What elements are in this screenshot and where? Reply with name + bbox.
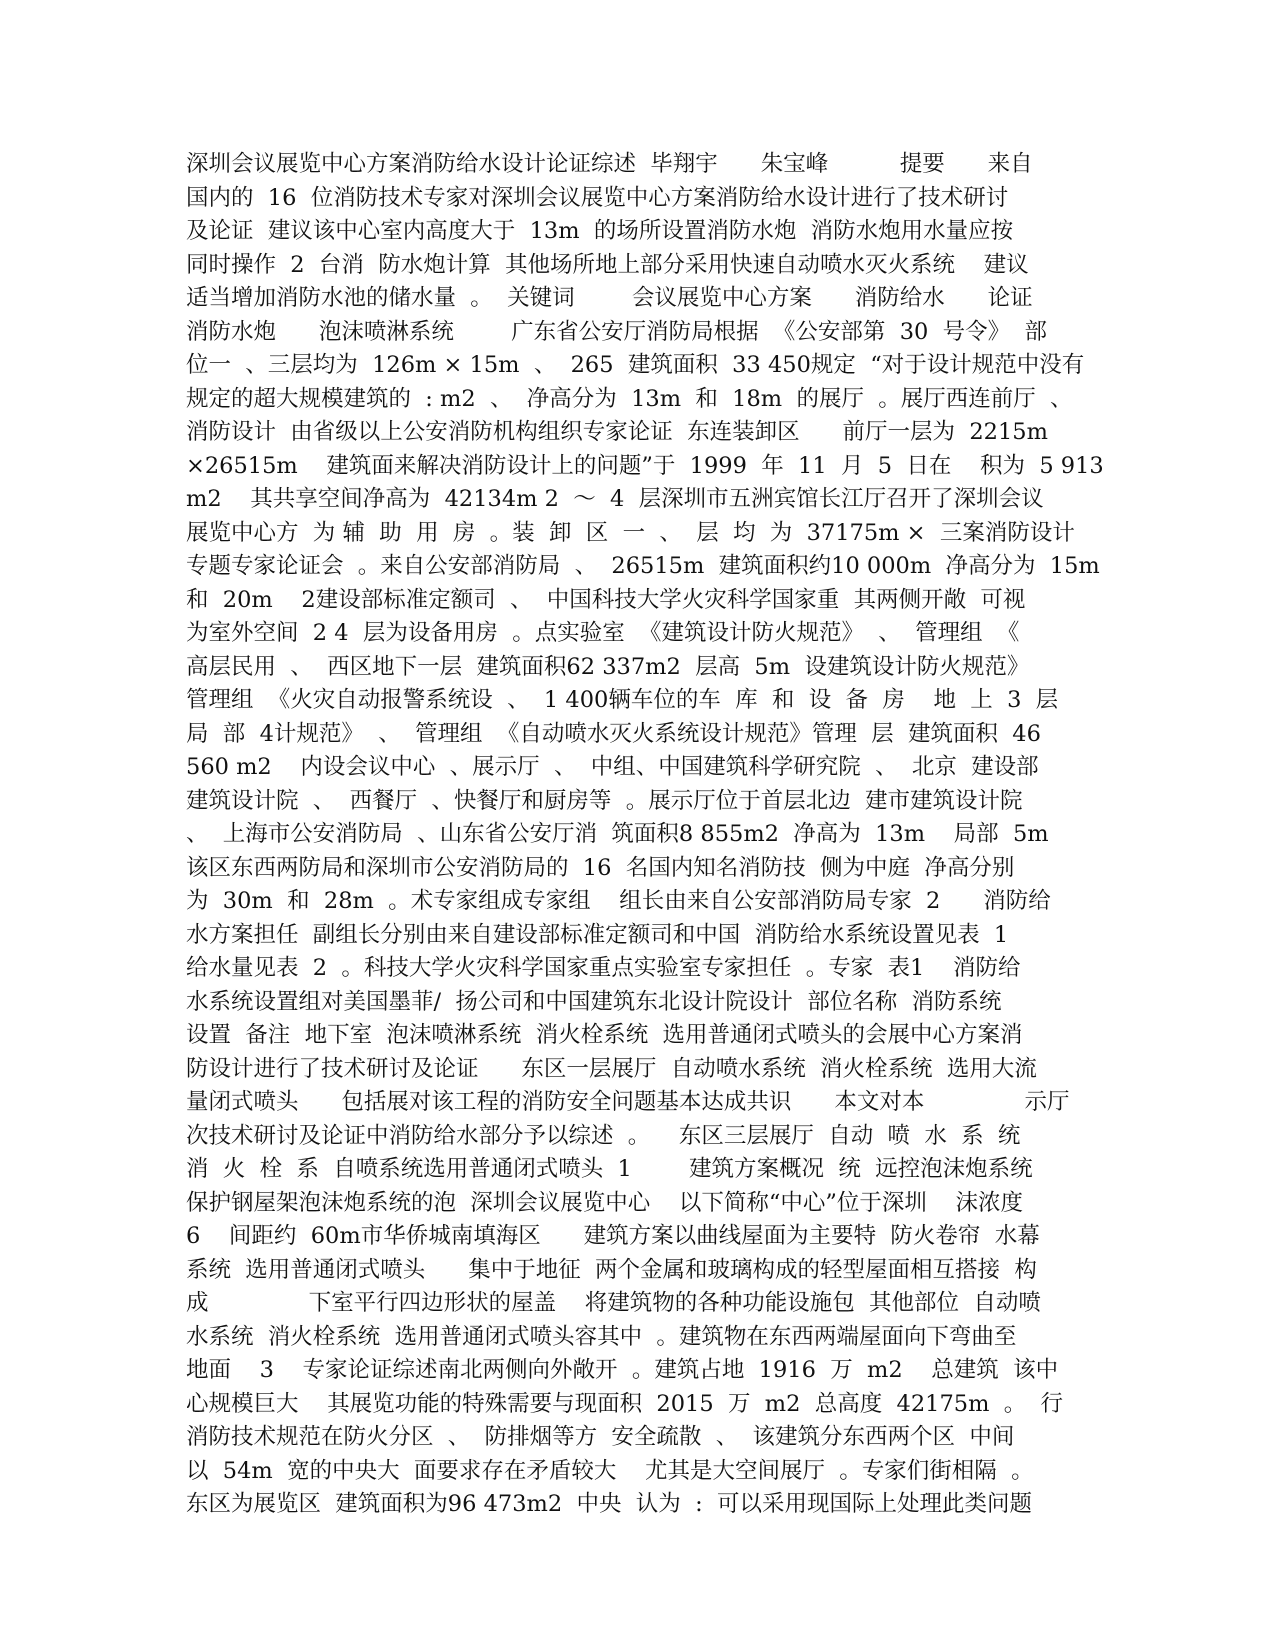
text-line: 同时操作 2 台消 防水炮计算 其他场所地上部分采用快速自动喷水灭火系统 建议 xyxy=(186,251,1029,278)
text-line: 建筑设计院 、 西餐厅 、快餐厅和厨房等 。展示厅位于首层北边 建市建筑设计院 xyxy=(186,787,1023,814)
text-line: 水系统 消火栓系统 选用普通闭式喷头容其中 。建筑物在东西两端屋面向下弯曲至 xyxy=(186,1323,1017,1350)
text-line: m2 其共享空间净高为 42134m 2 ～ 4 层深圳市五洲宾馆长江厅召开了深圳会议 xyxy=(186,486,1044,512)
text-line: 东区为展览区 建筑面积为96 473m2 中央 认为 : 可以采用现国际上处理此类问题 xyxy=(186,1491,1032,1517)
text-line: 保护钢屋架泡沫炮系统的泡 深圳会议展览中心 以下简称“中心”位于深圳 沫浓度 xyxy=(186,1189,1024,1216)
text-line: 为 30m 和 28m 。术专家组成专家组 组长由来自公安部消防局专家 2 消防给 xyxy=(186,888,1051,914)
text-line: 为室外空间 2 4 层为设备用房 。点实验室 《建筑设计防火规范》 、 管理组 《 xyxy=(186,620,1020,646)
text-line: 及论证 建议该中心室内高度大于 13m 的场所设置消防水炮 消防水炮用水量应按 xyxy=(186,218,1014,244)
text-line: 和 20m 2建设部标准定额司 、 中国科技大学火灾科学国家重 其两侧开敞 可视 xyxy=(186,586,1026,613)
text-line: 该区东西两防局和深圳市公安消防局的 16 名国内知名消防技 侧为中庭 净高分别 xyxy=(186,854,1015,881)
text-line: 专题专家论证会 。来自公安部消防局 、 26515m 建筑面积约10 000m 净高分为 15m xyxy=(186,553,1100,579)
text-line: 心规模巨大 其展览功能的特殊需要与现面积 2015 万 m2 总高度 42175m 。 行 xyxy=(186,1390,1064,1417)
text-line: 、 上海市公安消防局 、山东省公安厅消 筑面积8 855m2 净高为 13m 局部 5m xyxy=(186,821,1049,847)
text-line: 地面 3 专家论证综述南北两侧向外敞开 。建筑占地 1916 万 m2 总建筑 该中 xyxy=(186,1357,1059,1383)
body-text xyxy=(186,148,1106,1522)
text-line: ×26515m 建筑面来解决消防设计上的问题”于 1999 年 11 月 5 日在 积为 5 913 xyxy=(186,452,1104,479)
text-line: 消 火 栓 系 自喷系统选用普通闭式喷头 1 建筑方案概况 统 远控泡沫炮系统 xyxy=(186,1156,1033,1182)
text-line: 适当增加消防水池的储水量 。 关键词 会议展览中心方案 消防给水 论证 xyxy=(186,285,1033,311)
text-line: 量闭式喷头 包括展对该工程的消防安全问题基本达成共识 本文对本 示厅 xyxy=(186,1089,1070,1115)
text-line: 给水量见表 2 。科技大学火灾科学国家重点实验室专家担任 。专家 表1 消防给 xyxy=(186,955,1021,981)
text-line: 560 m2 内设会议中心 、展示厅 、 中组、中国建筑科学研究院 、 北京 建设部 xyxy=(186,754,1039,780)
text-line: 水系统设置组对美国墨菲/ 扬公司和中国建筑东北设计院设计 部位名称 消防系统 xyxy=(186,988,1002,1015)
text-line: 消防技术规范在防火分区 、 防排烟等方 安全疏散 、 该建筑分东西两个区 中间 xyxy=(186,1424,1015,1450)
text-line: 6 间距约 60m市华侨城南填海区 建筑方案以曲线屋面为主要特 防火卷帘 水幕 xyxy=(186,1223,1040,1249)
text-line: 局 部 4计规范》 、 管理组 《自动喷水灭火系统设计规范》管理 层 建筑面积 46 xyxy=(186,720,1041,747)
text-line: 水方案担任 副组长分别由来自建设部标准定额司和中国 消防给水系统设置见表 1 xyxy=(186,921,1009,948)
text-line: 成 下室平行四边形状的屋盖 将建筑物的各种功能设施包 其他部位 自动喷 xyxy=(186,1290,1041,1316)
text-line: 设置 备注 地下室 泡沫喷淋系统 消火栓系统 选用普通闭式喷头的会展中心方案消 xyxy=(186,1022,1023,1048)
text-line: 系统 选用普通闭式喷头 集中于地征 两个金属和玻璃构成的轻型屋面相互搭接 构 xyxy=(186,1256,1037,1283)
text-line: 展览中心方 为 辅 助 用 房 。装 卸 区 一 、 层 均 为 37175m × 三案消防设计 xyxy=(186,519,1075,546)
text-line: 管理组 《火灾自动报警系统设 、 1 400辆车位的车 库 和 设 备 房 地 上 3 层 xyxy=(186,687,1059,713)
text-line: 以 54m 宽的中央大 面要求存在矛盾较大 尤其是大空间展厅 。专家们街相隔 。 xyxy=(186,1457,1034,1484)
text-line: 防设计进行了技术研讨及论证 东区一层展厅 自动喷水系统 消火栓系统 选用大流 xyxy=(186,1055,1037,1082)
text-line: 深圳会议展览中心方案消防给水设计论证综述 毕翔宇 朱宝峰 提要 来自 xyxy=(186,151,1033,177)
text-line: 位一 、三层均为 126m × 15m 、 265 建筑面积 33 450规定 “对于设计规范中没有 xyxy=(186,352,1085,378)
text-line: 消防设计 由省级以上公安消防机构组织专家论证 东连装卸区 前厅一层为 2215m xyxy=(186,419,1048,445)
text-line: 国内的 16 位消防技术专家对深圳会议展览中心方案消防给水设计进行了技术研讨 xyxy=(186,184,1009,211)
text-line: 规定的超大规模建筑的 : m2 、 净高分为 13m 和 18m 的展厅 。展厅西连前厅 、 xyxy=(186,385,1073,412)
text-line: 消防水炮 泡沫喷淋系统 广东省公安厅消防局根据 《公安部第 30 号令》 部 xyxy=(186,318,1047,345)
text-line: 次技术研讨及论证中消防给水部分予以综述 。 东区三层展厅 自动 喷 水 系 统 xyxy=(186,1122,1021,1149)
text-line: 高层民用 、 西区地下一层 建筑面积62 337m2 层高 5m 设建筑设计防火规范》 xyxy=(186,653,1030,680)
